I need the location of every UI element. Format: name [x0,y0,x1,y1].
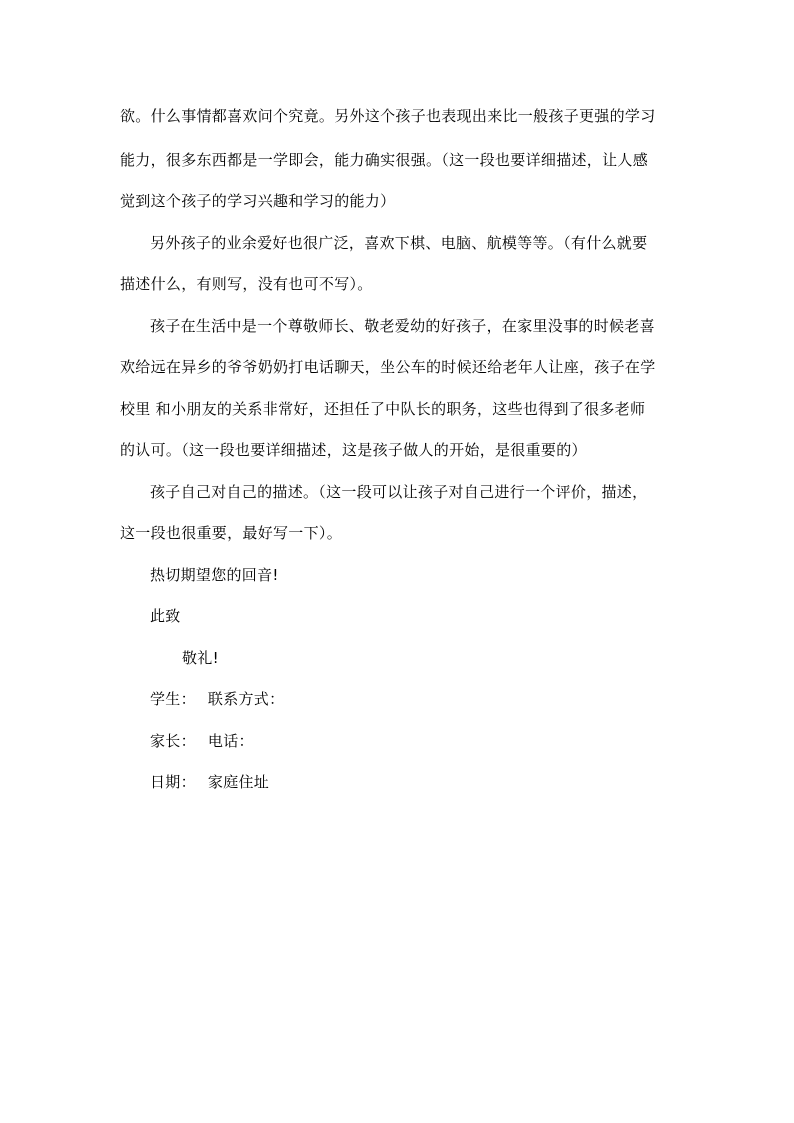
contact-label: 联系方式： [207,690,285,708]
body-line: 描述什么，有则写，没有也可不写）。 [120,275,373,293]
student-label: 学生： [150,690,196,708]
signature-date-row [150,772,269,792]
body-line: 觉到这个孩子的学习兴趣和学习的能力） [120,192,396,210]
body-line: 孩子在生活中是一个尊敬师长、敬老爱幼的好孩子，在家里没事的时候老喜 [150,317,655,335]
body-line: 能力，很多东西都是一学即会，能力确实很强。（这一段也要详细描述，让人感 [120,151,649,169]
closing-jing-li: 敬礼! [182,649,219,667]
body-line: 欲。什么事情都喜欢问个究竟。另外这个孩子也表现出来比一般孩子更强的学习 [120,107,656,125]
closing-ci-zhi: 此致 [150,607,181,625]
signature-student-row [150,689,284,709]
address-label: 家庭住址 [207,773,270,791]
body-line: 欢给远在异乡的爷爷奶奶打电话聊天，坐公车的时候还给老年人让座，孩子在学 [120,358,656,376]
body-line: 这一段也很重要，最好写一下）。 [120,524,343,542]
parent-label: 家长： [150,732,196,750]
phone-label: 电话： [207,732,254,750]
closing-wish: 热切期望您的回音! [150,566,279,584]
body-line: 校里 和小朋友的关系非常好，还担任了中队长的职务，这些也得到了很多老师 [120,400,646,418]
date-label: 日期： [150,773,196,791]
body-line: 孩子自己对自己的描述。（这一段可以让孩子对自己进行一个评价，描述， [150,483,648,501]
body-line: 的认可。（这一段也要详细描述，这是孩子做人的开始，是很重要的） [120,441,587,459]
signature-parent-row [150,731,254,751]
body-line: 另外孩子的业余爱好也很广泛，喜欢下棋、电脑、航模等等。（有什么就要 [150,234,648,252]
